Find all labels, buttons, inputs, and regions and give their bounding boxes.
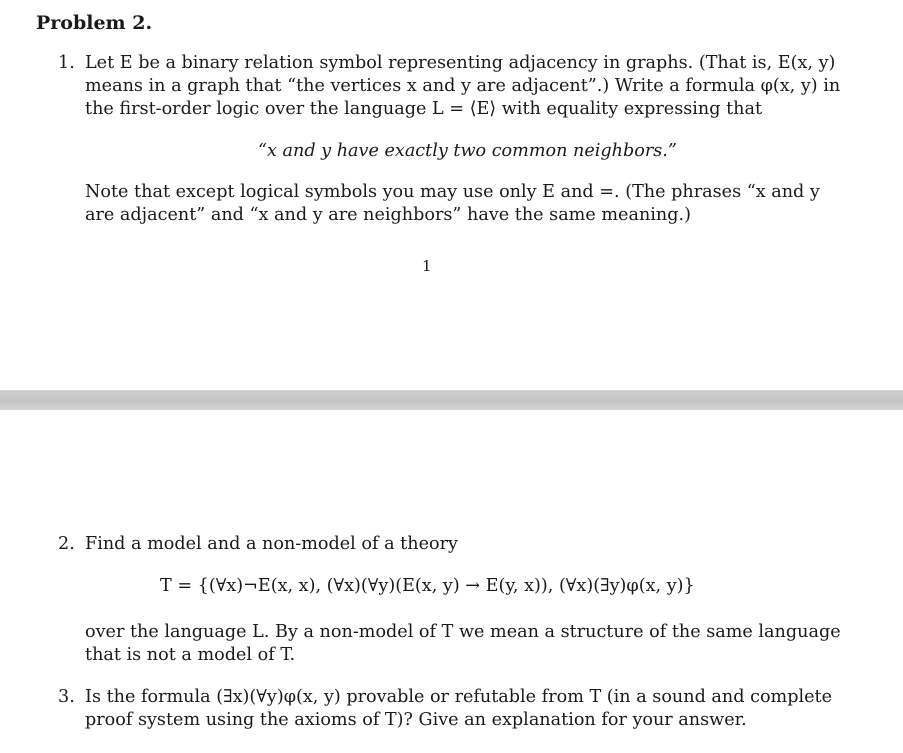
item-2-formula: T = {(∀x)¬E(x, x), (∀x)(∀y)(E(x, y) → E(y, x)), (∀x)(∃y)φ(x, y)}	[160, 576, 695, 596]
item-2-line-2: over the language L. By a non-model of T we mean a structure of the same language	[85, 622, 841, 642]
page-number: 1	[422, 257, 432, 275]
item-2-line-1: Find a model and a non-model of a theory	[85, 534, 458, 554]
item-2-line-3: that is not a model of T.	[85, 645, 296, 665]
problem-title: Problem 2.	[36, 12, 153, 34]
item-1-number: 1.	[58, 53, 75, 73]
item-2-number: 2.	[58, 534, 75, 554]
item-3-line-2: proof system using the axioms of T)? Give an explanation for your answer.	[85, 710, 747, 730]
item-1-line-1: Let E be a binary relation symbol representing adjacency in graphs. (That is, E(x, y)	[85, 53, 836, 73]
item-1-note-line-2: are adjacent” and “x and y are neighbors” have the same meaning.)	[85, 205, 691, 225]
item-1-line-2: means in a graph that “the vertices x and y are adjacent”.) Write a formula φ(x, y) in	[85, 76, 841, 96]
page-separator	[0, 390, 903, 412]
item-1-display-quote: “x and y have exactly two common neighbors.”	[258, 141, 677, 161]
item-3-line-1: Is the formula (∃x)(∀y)φ(x, y) provable or refutable from T (in a sound and complete	[85, 687, 833, 707]
item-3-number: 3.	[58, 687, 75, 707]
item-1-note-line-1: Note that except logical symbols you may use only E and =. (The phrases “x and y	[85, 182, 820, 202]
item-1-line-3: the first-order logic over the language L = ⟨E⟩ with equality expressing that	[85, 99, 763, 119]
